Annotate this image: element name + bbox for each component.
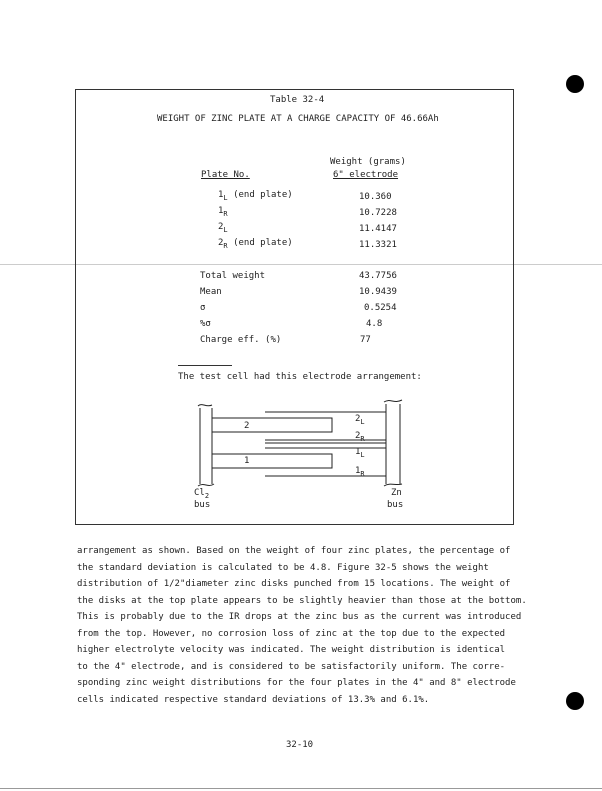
- body-line: sponding zinc weight distributions for the four plates in the 4" and 8" electrode: [77, 678, 516, 688]
- table-row: $2_R$ (end plate): [218, 238, 293, 250]
- body-line: the standard deviation is calculated to be 4.8. Figure 32-5 shows the weight: [77, 562, 489, 573]
- col-plate-header: Plate No.: [201, 170, 250, 180]
- table-title: WEIGHT OF ZINC PLATE AT A CHARGE CAPACITY OF 46.66Ah: [157, 114, 439, 124]
- punch-hole-bottom: [566, 692, 584, 710]
- diagram-label-1R: $1_R$: [355, 466, 365, 478]
- stat-value: 77: [360, 335, 371, 345]
- page-number: 32-10: [286, 740, 314, 750]
- footnote-text: The test cell had this electrode arrangement:: [178, 372, 422, 382]
- col-weight-header-2: 6" electrode: [333, 170, 399, 180]
- plate-2: [212, 418, 332, 432]
- body-line: to the 4" electrode, and is considered to be satisfactorily uniform. The corre-: [77, 661, 506, 672]
- diagram-plate-2-label: 2: [244, 421, 250, 431]
- plate-1: [212, 454, 332, 468]
- table-row: $1_L$ (end plate): [218, 190, 293, 202]
- diagram-plate-1-label: 1: [244, 456, 250, 466]
- table-row: $1_R$: [218, 206, 228, 218]
- body-line: This is probably due to the IR drops at the zinc bus as the current was introduced: [77, 612, 522, 622]
- body-line: higher electrolyte velocity was indicated. The weight distribution is identical: [77, 645, 506, 655]
- left-bus-frame: [198, 405, 214, 486]
- body-line: distribution of 1/2"diameter zinc disks punched from 15 locations. The weight of: [77, 579, 511, 589]
- col-weight-header-1: Weight (grams): [330, 157, 406, 167]
- left-bus-label: $Cl_2$: [194, 488, 210, 500]
- table-row: $2_L$: [218, 222, 228, 234]
- right-bus-frame: [384, 400, 402, 486]
- stat-label: Total weight: [200, 271, 266, 281]
- body-line: from the top. However, no corrosion loss of zinc at the top due to the expected: [77, 628, 506, 639]
- electrode-diagram: [190, 396, 420, 516]
- body-line: the disks at the top plate appears to be slightly heavier than those at the bottom.: [77, 595, 527, 606]
- diagram-label-2L: $2_L$: [355, 414, 365, 426]
- diagram-label-2R: $2_R$: [355, 431, 365, 443]
- right-bus-label: Zn: [391, 488, 402, 498]
- footnote-rule: [178, 365, 232, 366]
- punch-hole-top: [566, 75, 584, 93]
- body-line: arrangement as shown. Based on the weight of four zinc plates, the percentage of: [77, 546, 511, 556]
- body-line: cells indicated respective standard deviations of 13.3% and 6.1%.: [77, 694, 430, 705]
- stat-label: Mean: [200, 287, 222, 297]
- scan-line-bottom: [0, 788, 602, 789]
- row-value: 10.7228: [359, 208, 397, 218]
- right-bus-label-2: bus: [387, 500, 404, 510]
- stat-label: Charge eff. (%): [200, 335, 282, 345]
- body-paragraph: [77, 543, 527, 708]
- diagram-label-1L: $1_L$: [355, 447, 365, 459]
- stat-value: 43.7756: [359, 271, 397, 281]
- row-value: 11.3321: [359, 240, 397, 250]
- row-value: 11.4147: [359, 224, 397, 234]
- table-label: Table 32-4: [270, 95, 325, 105]
- stat-value: 10.9439: [359, 287, 397, 297]
- left-bus-label-2: bus: [194, 500, 211, 510]
- stat-label: σ: [200, 303, 206, 313]
- stat-value: 4.8: [366, 319, 383, 329]
- row-value: 10.360: [359, 192, 392, 202]
- stat-label: %σ: [200, 319, 211, 329]
- stat-value: 0.5254: [364, 303, 397, 313]
